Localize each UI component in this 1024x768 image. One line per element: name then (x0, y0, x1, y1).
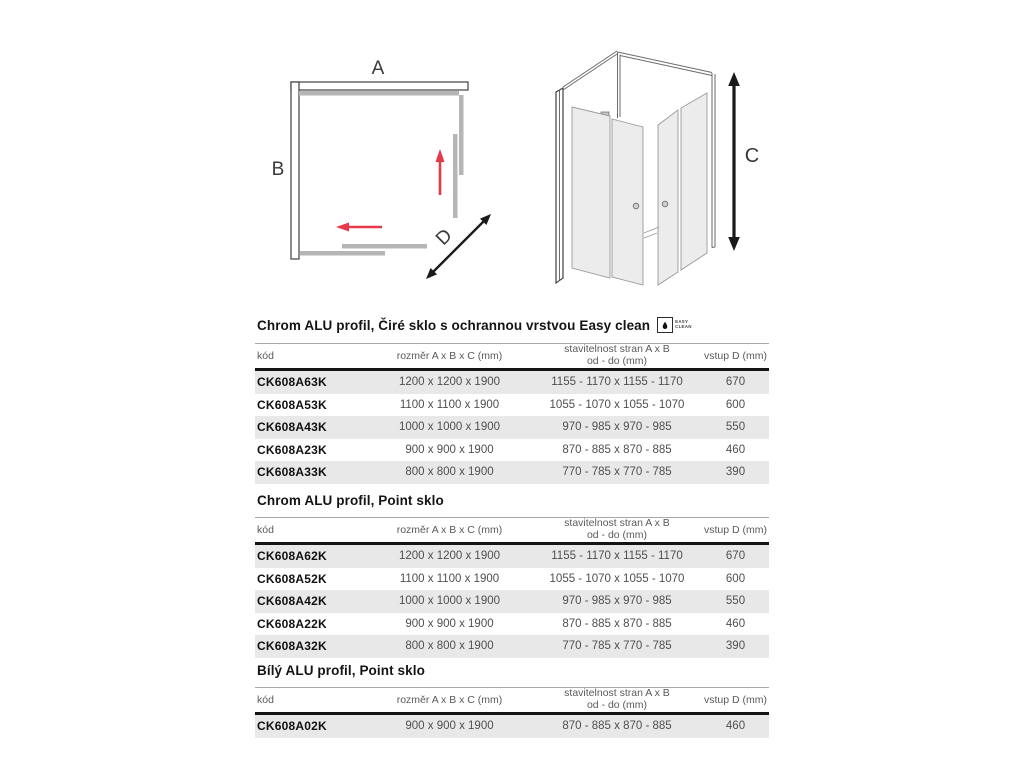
cell-size: 1200 x 1200 x 1900 (398, 376, 501, 389)
table-cire-sklo (255, 343, 769, 484)
cell-entry: 390 (725, 640, 746, 653)
table-row (255, 635, 769, 658)
table-row (255, 461, 769, 484)
table-row (255, 613, 769, 636)
fixed-glass-top (299, 91, 459, 96)
col-header-code: kód (257, 524, 274, 536)
section-title-cire-sklo: Chrom ALU profil, Čiré sklo s ochrannou vrstvou Easy clean (257, 317, 651, 333)
cell-entry: 600 (725, 398, 746, 411)
table-row (255, 590, 769, 613)
sliding-panel-bottom-outer (342, 244, 427, 249)
top-view-diagram (240, 40, 520, 300)
section-title-point-sklo: Chrom ALU profil, Point sklo (257, 493, 444, 508)
tray-step-lines (644, 227, 659, 238)
cell-code: CK608A22K (257, 616, 327, 631)
sliding-panel-right-outer (459, 95, 464, 175)
glass-panel-left-fixed (572, 107, 610, 278)
cell-size: 1200 x 1200 x 1900 (398, 550, 501, 563)
table-row (255, 394, 769, 417)
slide-direction-arrow-up (436, 149, 445, 195)
col-header-adjust: stavitelnost stran A x B od - do (mm) (564, 343, 670, 367)
water-drop-icon (657, 317, 673, 333)
cell-range: 1155 - 1170 x 1155 - 1170 (551, 376, 683, 389)
table-bily-profil (255, 687, 769, 738)
cell-size: 800 x 800 x 1900 (405, 466, 494, 479)
section-header-1 (257, 317, 692, 333)
dim-label-b: B (271, 159, 285, 180)
cell-range: 870 - 885 x 870 - 885 (562, 720, 672, 733)
cell-code: CK608A43K (257, 420, 327, 435)
cell-size: 900 x 900 x 1900 (405, 720, 494, 733)
dim-label-a: A (371, 58, 385, 79)
perspective-diagram (540, 40, 780, 300)
cell-entry: 460 (725, 720, 746, 733)
cell-entry: 600 (725, 572, 746, 585)
frame-left-profile (291, 82, 299, 259)
corner-post (618, 52, 621, 118)
entry-width-arrow (426, 214, 491, 279)
cell-range: 970 - 985 x 970 - 985 (562, 595, 672, 608)
table-header (255, 517, 769, 545)
easy-clean-label: EASY CLEAN (675, 319, 692, 329)
cell-range: 770 - 785 x 770 - 785 (562, 640, 672, 653)
col-header-adjust: stavitelnost stran A x B od - do (mm) (564, 517, 670, 541)
table-row (255, 439, 769, 462)
col-header-entry: vstup D (mm) (704, 694, 767, 706)
table-row (255, 568, 769, 591)
cell-entry: 550 (725, 421, 746, 434)
glass-door-left (612, 119, 643, 285)
sliding-panel-right-inner (453, 134, 458, 218)
cell-code: CK608A63K (257, 375, 327, 390)
cell-entry: 390 (725, 466, 746, 479)
cell-size: 900 x 900 x 1900 (405, 443, 494, 456)
table-row (255, 371, 769, 394)
slide-direction-arrow-left (336, 223, 382, 232)
cell-range: 870 - 885 x 870 - 885 (562, 443, 672, 456)
cell-code: CK608A53K (257, 397, 327, 412)
top-rail-right (618, 52, 713, 76)
cell-code: CK608A32K (257, 639, 327, 654)
cell-code: CK608A33K (257, 465, 327, 480)
cell-code: CK608A02K (257, 719, 327, 734)
cell-code: CK608A62K (257, 549, 327, 564)
frame-top-profile (291, 82, 468, 90)
col-header-size: rozměr A x B x C (mm) (396, 524, 503, 536)
cell-range: 1055 - 1070 x 1055 - 1070 (549, 572, 685, 585)
height-arrow (728, 72, 740, 251)
cell-size: 1100 x 1100 x 1900 (399, 572, 500, 585)
wall-profile-right (712, 73, 715, 248)
cell-range: 770 - 785 x 770 - 785 (562, 466, 672, 479)
cell-code: CK608A23K (257, 442, 327, 457)
cell-entry: 460 (725, 617, 746, 630)
glass-door-right (658, 110, 678, 285)
cell-size: 1000 x 1000 x 1900 (398, 595, 501, 608)
section-title-bily-profil: Bílý ALU profil, Point sklo (257, 663, 425, 678)
cell-range: 1155 - 1170 x 1155 - 1170 (551, 550, 683, 563)
cell-code: CK608A52K (257, 571, 327, 586)
cell-size: 800 x 800 x 1900 (405, 640, 494, 653)
col-header-size: rozměr A x B x C (mm) (396, 350, 503, 362)
dim-label-c: C (744, 145, 760, 167)
table-header (255, 343, 769, 371)
col-header-entry: vstup D (mm) (704, 524, 767, 536)
cell-range: 870 - 885 x 870 - 885 (562, 617, 672, 630)
cell-code: CK608A42K (257, 594, 327, 609)
door-knob-left (633, 203, 639, 209)
col-header-code: kód (257, 694, 274, 706)
cell-entry: 550 (725, 595, 746, 608)
section-header-2 (257, 493, 444, 508)
cell-entry: 670 (725, 550, 746, 563)
table-header (255, 687, 769, 715)
dim-label-d: D (432, 225, 457, 250)
sliding-panel-bottom-inner (300, 251, 385, 256)
table-row (255, 545, 769, 568)
cell-size: 1000 x 1000 x 1900 (398, 421, 501, 434)
cell-range: 970 - 985 x 970 - 985 (562, 421, 672, 434)
col-header-adjust: stavitelnost stran A x B od - do (mm) (564, 687, 670, 711)
col-header-code: kód (257, 350, 274, 362)
door-knob-right (662, 201, 668, 207)
table-row (255, 416, 769, 439)
cell-entry: 670 (725, 376, 746, 389)
top-rail-left (563, 51, 617, 90)
section-header-3 (257, 663, 425, 678)
glass-panel-right-fixed (681, 93, 707, 270)
cell-size: 900 x 900 x 1900 (405, 617, 494, 630)
cell-range: 1055 - 1070 x 1055 - 1070 (549, 398, 685, 411)
table-point-sklo (255, 517, 769, 658)
table-row (255, 715, 769, 738)
col-header-entry: vstup D (mm) (704, 350, 767, 362)
cell-size: 1100 x 1100 x 1900 (399, 398, 500, 411)
col-header-size: rozměr A x B x C (mm) (396, 694, 503, 706)
cell-entry: 460 (725, 443, 746, 456)
easy-clean-badge (657, 317, 692, 333)
